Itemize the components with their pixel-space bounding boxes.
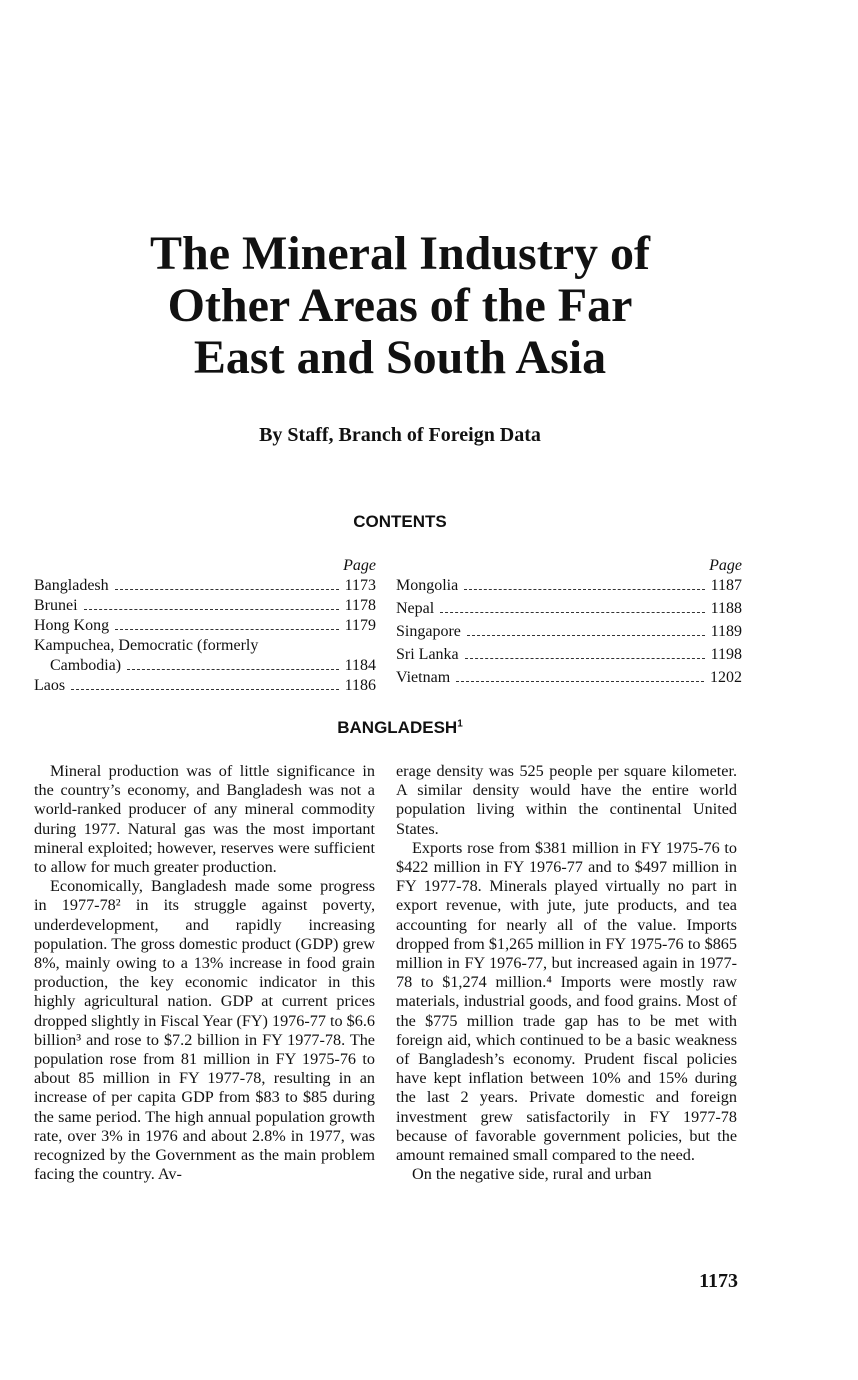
toc-entry-name: Laos bbox=[34, 677, 66, 694]
toc-entry-brunei[interactable] bbox=[34, 596, 376, 616]
page-number: 1173 bbox=[699, 1270, 738, 1292]
title-line-2: Other Areas of the Far bbox=[167, 279, 633, 332]
body-paragraph: Exports rose from $381 million in FY 1975-76 to $422 million in FY 1976-77 and to $497 million in FY 1977-78. Minerals played virtually no part in export revenue, with jute, jute products, and tea accounting for nearly all of the value. Imports dropped from $1,265 million in FY 1975-76 to $865 million in FY 1976-77, but increased again in 1977-78 to $1,274 million.⁴ Imports were mostly raw materials, industrial goods, and food grains. Most of the $775 million trade gap has to be met with foreign aid, which continued to be a basic weakness of Bangladesh’s economy. Prudent fiscal policies have kept inflation between 10% and 15% during the last 2 years. Private domestic and foreign investment grew satisfactorily in FY 1977-78 because of favorable government policies, but the amount remained small compared to the need. bbox=[396, 838, 737, 1165]
toc-entry-name: Nepal bbox=[396, 600, 435, 617]
toc-leader bbox=[467, 635, 705, 636]
toc-entry-singapore[interactable] bbox=[396, 622, 742, 645]
toc-entry-page: 1202 bbox=[710, 669, 742, 686]
toc-page-label: Page bbox=[343, 557, 376, 574]
toc-leader bbox=[71, 689, 338, 690]
toc-entry-laos[interactable] bbox=[34, 676, 376, 696]
page-title bbox=[60, 228, 740, 384]
toc-entry-name: Singapore bbox=[396, 623, 461, 640]
toc-entry-page: 1198 bbox=[710, 646, 742, 663]
body-paragraph: On the negative side, rural and urban bbox=[412, 1165, 652, 1184]
toc-entry-vietnam[interactable] bbox=[396, 668, 742, 691]
toc-entry-name: Mongolia bbox=[396, 577, 459, 594]
toc-entry-page: 1189 bbox=[710, 623, 742, 640]
byline: By Staff, Branch of Foreign Data bbox=[259, 424, 541, 446]
title-line-1: The Mineral Industry of bbox=[149, 227, 650, 280]
toc-entry-page: 1188 bbox=[710, 600, 742, 617]
toc-leader bbox=[465, 658, 705, 659]
body-paragraph: Economically, Bangladesh made some progress in 1977-78² in its struggle against poverty, underdevelopment, and rapidly increasing population. The gross domestic product (GDP) grew 8%, mainly owing to a 13% increase in food grain production, the key economic indicator in this highly agricultural nation. GDP at current prices dropped slightly in Fiscal Year (FY) 1976-77 to $6.6 billion³ and rose to $7.2 billion in FY 1977-78. The population rose from 81 million in FY 1975-76 to about 85 million in FY 1977-78, resulting in an increase of per capita GDP from $83 to $85 during the same period. The high annual population growth rate, over 3% in 1976 and about 2.8% in 1977, was recognized by the Government as the main problem facing the country. Av- bbox=[34, 877, 375, 1184]
toc-entry-kampuchea-line1[interactable]: Kampuchea, Democratic (formerly bbox=[34, 637, 259, 654]
toc-entry-hong-kong[interactable] bbox=[34, 616, 376, 636]
body-paragraph: erage density was 525 people per square kilometer. A similar density would have the entire world population living within the continental United States. bbox=[396, 762, 737, 838]
toc-entry-name: Cambodia) bbox=[50, 657, 122, 674]
toc-entry-name: Brunei bbox=[34, 597, 78, 614]
toc-entry-nepal[interactable] bbox=[396, 599, 742, 622]
body-column-right bbox=[396, 762, 737, 1184]
toc-entry-page: 1179 bbox=[344, 617, 376, 634]
toc-page-label: Page bbox=[709, 557, 742, 574]
toc-entry-page: 1184 bbox=[344, 657, 376, 674]
toc-leader bbox=[456, 681, 704, 682]
toc-leader bbox=[440, 612, 704, 613]
body-paragraph: Mineral production was of little significance in the country’s economy, and Bangladesh was not a world-ranked producer of any mineral commodity during 1977. Natural gas was the most important mineral exploited; however, reserves were sufficient to allow for much greater production. bbox=[34, 762, 375, 877]
toc-entry-name: Sri Lanka bbox=[396, 646, 459, 663]
toc-leader bbox=[84, 609, 339, 610]
section-heading bbox=[60, 718, 740, 738]
toc-entry-kampuchea[interactable] bbox=[34, 656, 376, 676]
toc-entry-name: Bangladesh bbox=[34, 577, 109, 594]
contents-heading: CONTENTS bbox=[353, 512, 447, 531]
toc-entry-bangladesh[interactable] bbox=[34, 576, 376, 596]
body-column-left bbox=[34, 762, 375, 1184]
toc-leader bbox=[464, 589, 704, 590]
toc-entry-page: 1173 bbox=[344, 577, 376, 594]
toc-leader bbox=[115, 629, 338, 630]
toc-left-column bbox=[34, 556, 376, 696]
footnote-mark: 1 bbox=[457, 718, 463, 730]
toc-entry-page: 1186 bbox=[344, 677, 376, 694]
toc-entry-name: Hong Kong bbox=[34, 617, 110, 634]
toc-leader bbox=[115, 589, 339, 590]
toc-entry-mongolia[interactable] bbox=[396, 576, 742, 599]
toc-entry-page: 1187 bbox=[710, 577, 742, 594]
section-heading-text: BANGLADESH bbox=[337, 718, 458, 737]
toc-entry-sri-lanka[interactable] bbox=[396, 645, 742, 668]
toc-right-column bbox=[396, 556, 742, 691]
toc-entry-page: 1178 bbox=[344, 597, 376, 614]
title-line-3: East and South Asia bbox=[193, 331, 607, 384]
toc-entry-name: Vietnam bbox=[396, 669, 451, 686]
toc-leader bbox=[127, 669, 339, 670]
